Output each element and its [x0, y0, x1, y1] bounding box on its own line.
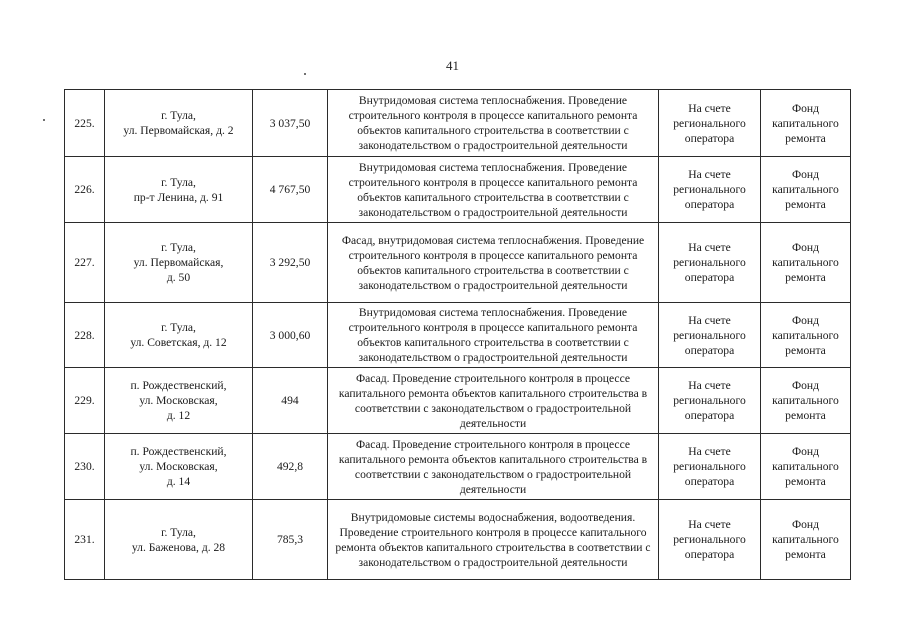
funding-source-cell: Фонд капитального ремонта	[761, 434, 851, 500]
cost-cell: 494	[253, 368, 328, 434]
works-cell: Внутридомовая система теплоснабжения. Проведение строительного контроля в процессе капитального ремонта объектов капитального строительства в соответствии с законодательством о градостроительной деятельности	[328, 157, 659, 223]
works-cell: Внутридомовая система теплоснабжения. Проведение строительного контроля в процессе капитального ремонта объектов капитального строительства в соответствии с законодательством о градостроительной деятельности	[328, 303, 659, 368]
cost-cell: 3 292,50	[253, 223, 328, 303]
cost-cell: 785,3	[253, 500, 328, 580]
account-cell: На счете регионального оператора	[659, 90, 761, 157]
row-number: 227.	[65, 223, 105, 303]
table-row	[65, 303, 851, 368]
table-row	[65, 368, 851, 434]
address-line: г. Тула,	[161, 109, 196, 122]
works-cell: Фасад. Проведение строительного контроля в процессе капитального ремонта объектов капитального строительства в соответствии с законодательством о градостроительной деятельности	[328, 368, 659, 434]
address-cell	[105, 90, 253, 157]
cost-cell: 492,8	[253, 434, 328, 500]
account-cell: На счете регионального оператора	[659, 303, 761, 368]
address-line: г. Тула,	[161, 321, 196, 334]
address-cell	[105, 368, 253, 434]
account-cell: На счете регионального оператора	[659, 500, 761, 580]
account-cell: На счете регионального оператора	[659, 368, 761, 434]
table-row	[65, 157, 851, 223]
address-cell	[105, 303, 253, 368]
address-line: ул. Первомайская, д. 2	[123, 124, 234, 137]
cost-cell: 3 037,50	[253, 90, 328, 157]
address-line: д. 50	[166, 271, 191, 284]
row-number: 225.	[65, 90, 105, 157]
scan-speck	[43, 119, 45, 121]
table-row	[65, 500, 851, 580]
address-line: ул. Советская, д. 12	[130, 336, 227, 349]
works-cell: Внутридомовая система теплоснабжения. Проведение строительного контроля в процессе капитального ремонта объектов капитального строительства в соответствии с законодательством о градостроительной деятельности	[328, 90, 659, 157]
address-cell	[105, 500, 253, 580]
address-line: пр-т Ленина, д. 91	[133, 190, 224, 204]
address-line: п. Рождественский,	[130, 445, 227, 458]
account-cell: На счете регионального оператора	[659, 223, 761, 303]
scan-speck	[304, 73, 306, 75]
address-line: п. Рождественский,	[130, 379, 227, 392]
address-cell	[105, 223, 253, 303]
works-table	[64, 89, 851, 580]
funding-source-cell: Фонд капитального ремонта	[761, 500, 851, 580]
address-line: ул. Московская,	[139, 394, 218, 407]
address-cell	[105, 434, 253, 500]
row-number: 230.	[65, 434, 105, 500]
address-line: д. 12	[166, 409, 191, 422]
address-line: ул. Московская,	[139, 460, 218, 473]
row-number: 229.	[65, 368, 105, 434]
address-line: г. Тула,	[161, 241, 196, 254]
address-line: д. 14	[166, 475, 191, 488]
funding-source-cell: Фонд капитального ремонта	[761, 368, 851, 434]
cost-cell: 3 000,60	[253, 303, 328, 368]
funding-source-cell: Фонд капитального ремонта	[761, 303, 851, 368]
table-row	[65, 90, 851, 157]
address-line: г. Тула,	[161, 525, 196, 539]
address-line: ул. Баженова, д. 28	[131, 540, 226, 554]
works-cell: Фасад, внутридомовая система теплоснабжения. Проведение строительного контроля в процессе капитального ремонта объектов капитального строительства в соответствии с законодательством о градостроительной деятельности	[328, 223, 659, 303]
funding-source-cell: Фонд капитального ремонта	[761, 223, 851, 303]
funding-source-cell: Фонд капитального ремонта	[761, 90, 851, 157]
works-cell: Фасад. Проведение строительного контроля в процессе капитального ремонта объектов капитального строительства в соответствии с законодательством о градостроительной деятельности	[328, 434, 659, 500]
row-number: 231.	[65, 500, 105, 580]
funding-source-cell: Фонд капитального ремонта	[761, 157, 851, 223]
row-number: 226.	[65, 157, 105, 223]
address-line: ул. Первомайская,	[133, 256, 224, 269]
works-cell: Внутридомовые системы водоснабжения, водоотведения. Проведение строительного контроля в процессе капитального ремонта объектов капитального строительства в соответствии с законодательством о градостроительной деятельности	[328, 500, 659, 580]
cost-cell: 4 767,50	[253, 157, 328, 223]
address-line: г. Тула,	[161, 175, 196, 189]
table-row	[65, 223, 851, 303]
page-number: 41	[446, 58, 459, 73]
account-cell: На счете регионального оператора	[659, 157, 761, 223]
address-cell	[105, 157, 253, 223]
table-row	[65, 434, 851, 500]
account-cell: На счете регионального оператора	[659, 434, 761, 500]
row-number: 228.	[65, 303, 105, 368]
